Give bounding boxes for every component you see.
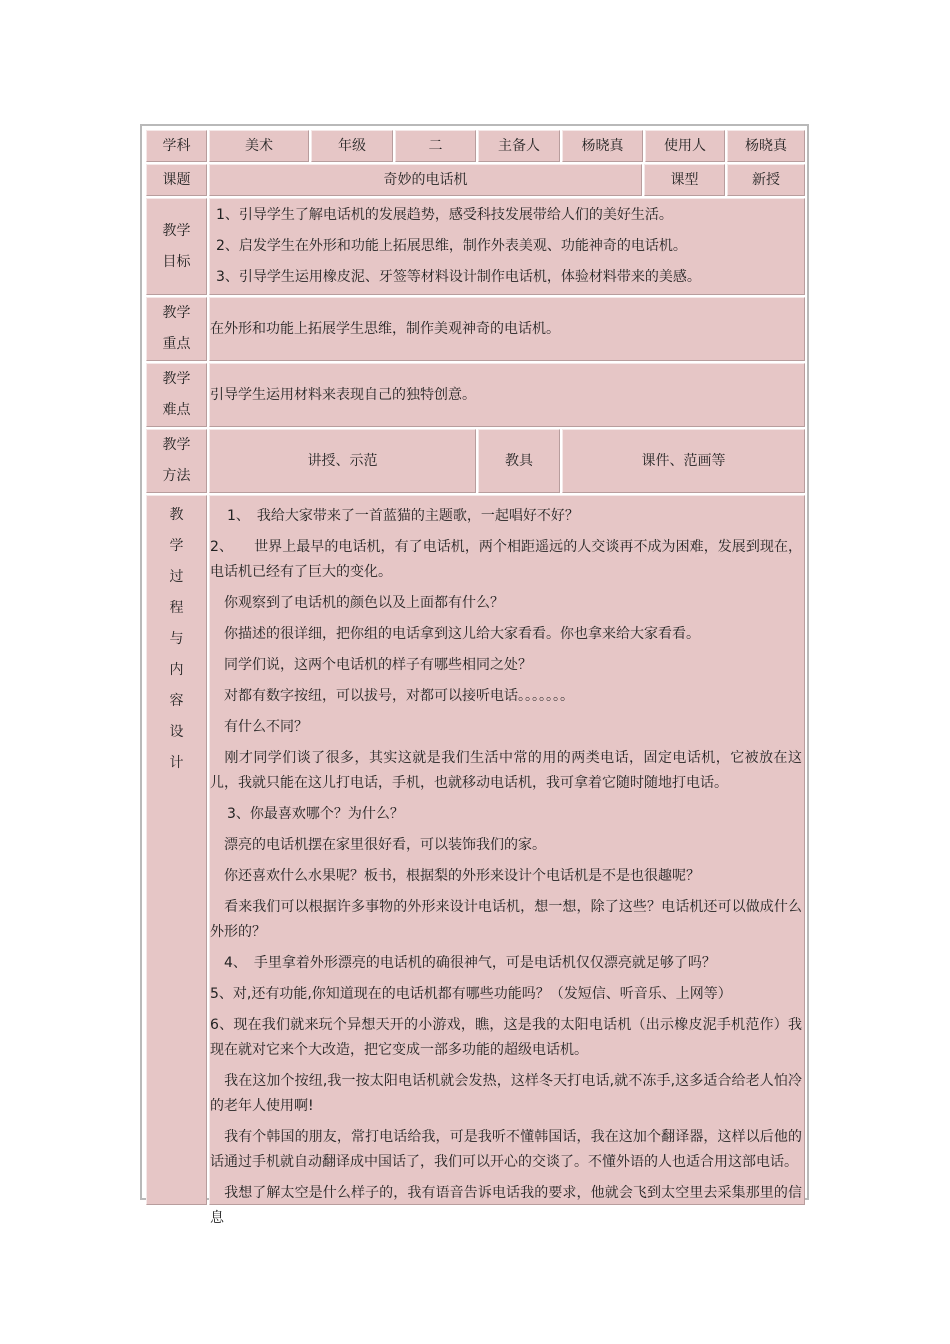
difficulties-label-line1: 教学 <box>162 371 191 387</box>
process-paragraph: 3、你最喜欢哪个？为什么？ <box>227 806 404 822</box>
grade-value: 二 <box>395 130 476 162</box>
tools-value: 课件、范画等 <box>562 429 805 493</box>
process-label-char: 教 <box>169 507 184 523</box>
goals-label-line1: 教学 <box>162 222 191 239</box>
goal-item: 1、引导学生了解电话机的发展趋势，感受科技发展带给人们的美好生活。 <box>216 207 673 223</box>
key-points-text: 在外形和功能上拓展学生思维，制作美观神奇的电话机。 <box>209 297 805 361</box>
process-label-char: 容 <box>169 693 184 709</box>
process-label-char: 设 <box>169 724 184 740</box>
process-paragraph: 你观察到了电话机的颜色以及上面都有什么？ <box>210 595 504 611</box>
process-paragraph: 有什么不同？ <box>210 719 308 735</box>
process-label-char: 与 <box>169 631 184 647</box>
key-points-label <box>146 297 207 361</box>
method-label-line2: 方法 <box>162 468 191 484</box>
user-value: 杨晓真 <box>727 130 805 162</box>
process-paragraph: 我在这加个按纽,我一按太阳电话机就会发热，这样冬天打电话,就不冻手,这多适合给老人怕冷的老年人使用啊! <box>210 1073 802 1114</box>
method-label-line1: 教学 <box>162 437 191 453</box>
process-label-char: 程 <box>169 600 184 616</box>
process-paragraph: 对都有数字按纽，可以拔号，对都可以接听电话。。。。。。。 <box>210 688 574 704</box>
goal-item: 2、启发学生在外形和功能上拓展思维，制作外表美观、功能神奇的电话机。 <box>216 238 687 254</box>
topic-value: 奇妙的电话机 <box>209 164 642 196</box>
difficulties-label <box>146 363 207 427</box>
process-paragraph: 6、现在我们就来玩个异想天开的小游戏，瞧，这是我的太阳电话机（出示橡皮泥手机范作）我现在就对它来个大改造，把它变成一部多功能的超级电话机。 <box>210 1017 802 1058</box>
grade-label: 年级 <box>311 130 393 162</box>
process-paragraph: 你还喜欢什么水果呢？板书，根据梨的外形来设计个电话机是不是也很趣呢？ <box>210 868 700 884</box>
lesson-plan-table <box>140 124 809 1226</box>
user-label: 使用人 <box>645 130 725 162</box>
process-label-char: 内 <box>169 662 184 678</box>
goal-item: 3、引导学生运用橡皮泥、牙签等材料设计制作电话机，体验材料带来的美感。 <box>216 269 701 285</box>
difficulties-text: 引导学生运用材料来表现自己的独特创意。 <box>209 363 805 427</box>
subject-value: 美术 <box>209 130 309 162</box>
process-paragraph: 4、 手里拿着外形漂亮的电话机的确很神气，可是电话机仅仅漂亮就足够了吗？ <box>210 955 716 971</box>
process-paragraph: 我想了解太空是什么样子的，我有语音告诉电话我的要求，他就会飞到太空里去采集那里的信息 <box>210 1185 802 1226</box>
process-paragraph: 看来我们可以根据许多事物的外形来设计电话机，想一想，除了这些？电话机还可以做成什么外形的？ <box>210 899 802 940</box>
process-paragraph: 1、 我给大家带来了一首蓝猫的主题歌，一起唱好不好？ <box>227 508 579 524</box>
difficulties-label-line2: 难点 <box>162 402 191 418</box>
goals-label-line2: 目标 <box>162 253 191 270</box>
key-points-label-line1: 教学 <box>162 305 191 321</box>
process-paragraph: 5、对,还有功能,你知道现在的电话机都有哪些功能吗？（发短信、听音乐、上网等） <box>210 986 732 1002</box>
goals-list <box>209 198 805 295</box>
process-paragraph: 我有个韩国的朋友，常打电话给我，可是我听不懂韩国话，我在这加个翻译器，这样以后他的话通过手机就自动翻译成中国话了，我们可以开心的交谈了。不懂外语的人也适合用这部电话。 <box>210 1129 802 1170</box>
process-paragraph: 2、 世界上最早的电话机，有了电话机，两个相距遥远的人交谈再不成为困难，发展到现在，电话机已经有了巨大的变化。 <box>210 539 802 580</box>
process-paragraph: 同学们说，这两个电话机的样子有哪些相同之处？ <box>210 657 532 673</box>
lesson-type-label: 课型 <box>644 164 725 196</box>
lesson-type-value: 新授 <box>727 164 805 196</box>
process-label-char: 计 <box>169 755 184 771</box>
process-paragraph: 你描述的很详细，把你组的电话拿到这儿给大家看看。你也拿来给大家看看。 <box>210 626 700 642</box>
preparer-value: 杨晓真 <box>562 130 643 162</box>
preparer-label: 主备人 <box>478 130 560 162</box>
process-paragraph: 刚才同学们谈了很多，其实这就是我们生活中常的用的两类电话，固定电话机，它被放在这儿，我就只能在这儿打电话，手机，也就移动电话机，我可拿着它随时随地打电话。 <box>210 750 802 791</box>
topic-label: 课题 <box>146 164 207 196</box>
process-paragraph: 漂亮的电话机摆在家里很好看，可以装饰我们的家。 <box>210 837 546 853</box>
process-label <box>146 495 207 1205</box>
method-value: 讲授、示范 <box>209 429 476 493</box>
key-points-label-line2: 重点 <box>162 336 191 352</box>
method-label <box>146 429 207 493</box>
process-label-char: 学 <box>169 538 184 554</box>
process-content <box>209 495 805 1226</box>
tools-label: 教具 <box>478 429 560 493</box>
process-label-char: 过 <box>169 569 184 585</box>
goals-label <box>146 198 207 295</box>
subject-label: 学科 <box>146 130 207 162</box>
